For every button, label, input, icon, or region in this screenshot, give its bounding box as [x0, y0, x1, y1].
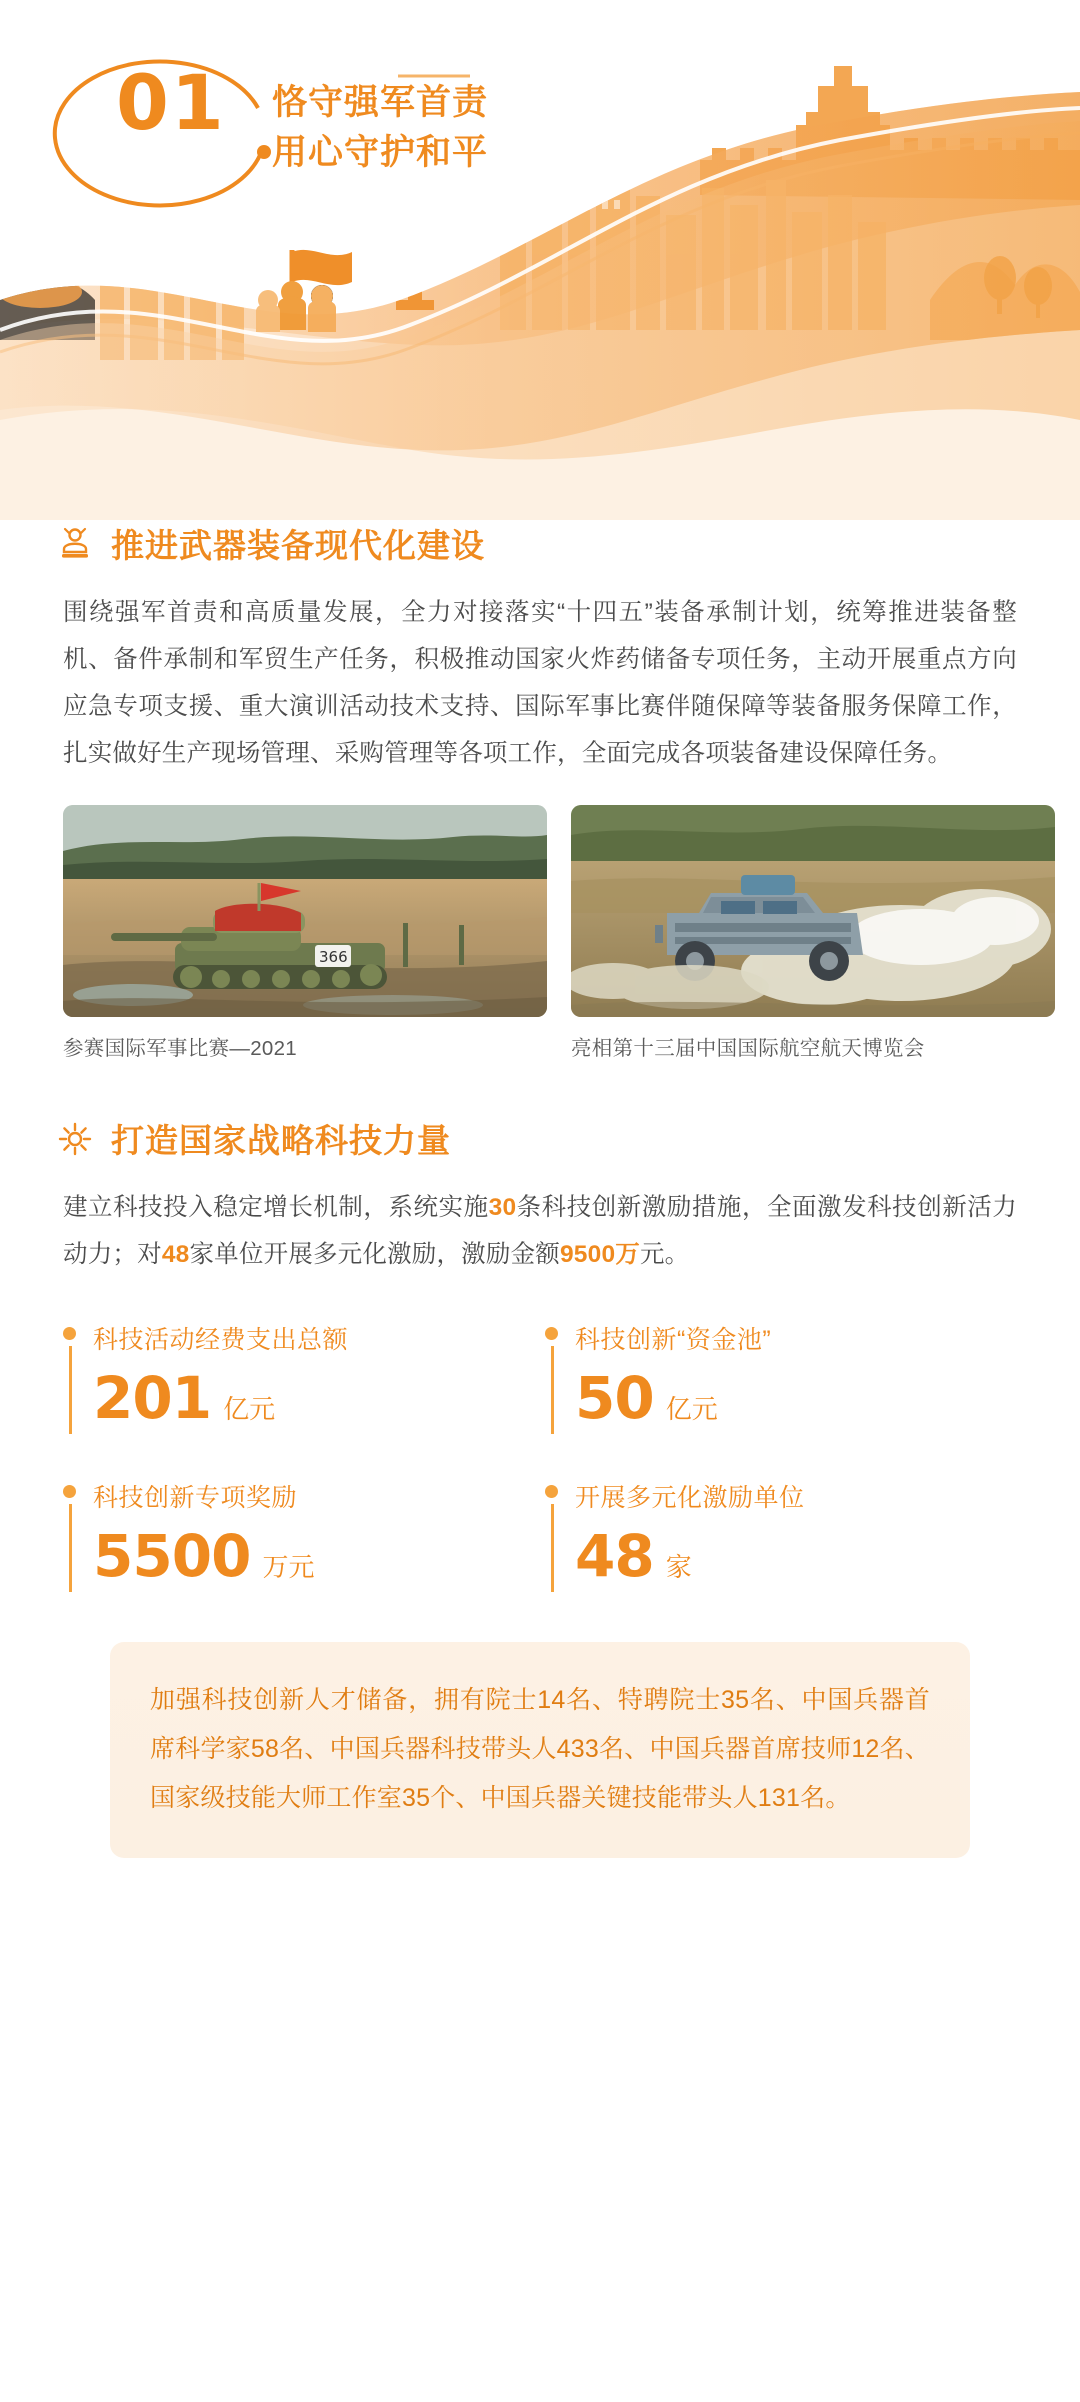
armored-vehicle-photo: [571, 805, 1055, 1017]
paragraph-run: 条科技创新激励措施，全面激发科技创新活力动力；对: [63, 1194, 1018, 1269]
bullet-dot-icon: [545, 1327, 558, 1340]
paragraph-run: 家单位开展多元化激励，激励金额: [189, 1241, 560, 1269]
stat-number: 201: [93, 1364, 212, 1433]
section-technology-power: [0, 1115, 1080, 1590]
svg-text:366: 366: [319, 948, 348, 967]
paragraph-run: 元。: [639, 1241, 690, 1269]
highlight-number: 30: [488, 1194, 517, 1222]
stat-item: [545, 1320, 1017, 1432]
section1-paragraph: 围绕强军首责和高质量发展，全力对接落实“十四五”装备承制计划，统筹推进装备整机、备件承制和军贸生产任务，积极推动国家火炸药储备专项任务，主动开展重点方向应急专项支援、重大演训活动技术支持、国际军事比赛伴随保障等装备服务保障工作，扎实做好生产现场管理、采购管理等各项工作，全面完成各项装备建设保障任务。: [63, 599, 1017, 768]
banner-wave-2: [0, 121, 1080, 459]
section2-paragraph: [55, 1184, 1025, 1278]
section2-title: 打造国家战略科技力量: [111, 1122, 451, 1160]
stat-item: [63, 1478, 535, 1590]
dove-icons: [392, 176, 556, 210]
stat-unit: 万元: [262, 1552, 315, 1583]
stat-item: [63, 1320, 535, 1432]
stat-label: 开展多元化激励单位: [575, 1484, 805, 1513]
paragraph-run: 建立科技投入稳定增长机制，系统实施: [63, 1194, 489, 1222]
banner-title: [272, 78, 488, 177]
section-weapon-modernization: [0, 520, 1080, 1061]
photo-card-1: [63, 805, 547, 1061]
talent-note-box: [110, 1642, 970, 1858]
photo-card-2: [571, 805, 1055, 1061]
section2-heading: [55, 1115, 1025, 1162]
weapon-modernization-icon: [55, 524, 95, 564]
section-number-badge: [78, 50, 258, 160]
stat-value: [93, 1364, 535, 1432]
section1-heading: [55, 520, 1025, 567]
statistics-grid: [55, 1320, 1025, 1590]
section1-title: 推进武器装备现代化建设: [111, 527, 485, 564]
stat-item: [545, 1478, 1017, 1590]
banner-title-line-1: 恪守强军首责: [272, 83, 489, 122]
stat-number: 50: [575, 1364, 654, 1433]
highlight-number: 9500万: [559, 1241, 640, 1269]
stat-number: 5500: [93, 1522, 251, 1591]
bullet-bar: [551, 1346, 554, 1434]
stat-unit: 亿元: [665, 1394, 718, 1425]
photo-caption-1: 参赛国际军事比赛—2021: [63, 1037, 298, 1061]
section-number: 01: [116, 58, 226, 147]
tank-competition-photo: [63, 805, 547, 1017]
bullet-dot-icon: [545, 1485, 558, 1498]
bullet-bar: [551, 1504, 554, 1592]
bullet-dot-icon: [63, 1485, 76, 1498]
stat-label: 科技活动经费支出总额: [93, 1326, 349, 1355]
section1-photos: [55, 805, 1025, 1061]
photo-caption-2: 亮相第十三届中国国际航空航天博览会: [571, 1037, 925, 1061]
page-banner: [0, 0, 1080, 520]
technology-gear-icon: [55, 1119, 95, 1159]
stat-label: 科技创新“资金池”: [575, 1326, 772, 1355]
bullet-bar: [69, 1346, 72, 1434]
bullet-bar: [69, 1504, 72, 1592]
talent-note-text: 加强科技创新人才储备，拥有院士14名、特聘院士35名、中国兵器首席科学家58名、中国兵器科技带头人433名、中国兵器首席技师12名、国家级技能大师工作室35个、中国兵器关键技能带头人131名。: [150, 1686, 930, 1812]
stat-value: [93, 1522, 535, 1590]
stat-unit: 亿元: [223, 1394, 276, 1425]
stat-label: 科技创新专项奖励: [93, 1484, 298, 1513]
highlight-number: 48: [161, 1241, 190, 1269]
stat-unit: 家: [665, 1552, 692, 1583]
stat-number: 48: [575, 1522, 654, 1591]
stat-value: [575, 1522, 1017, 1590]
banner-title-line-2: 用心守护和平: [272, 132, 489, 172]
bullet-dot-icon: [63, 1327, 76, 1340]
stat-value: [575, 1364, 1017, 1432]
